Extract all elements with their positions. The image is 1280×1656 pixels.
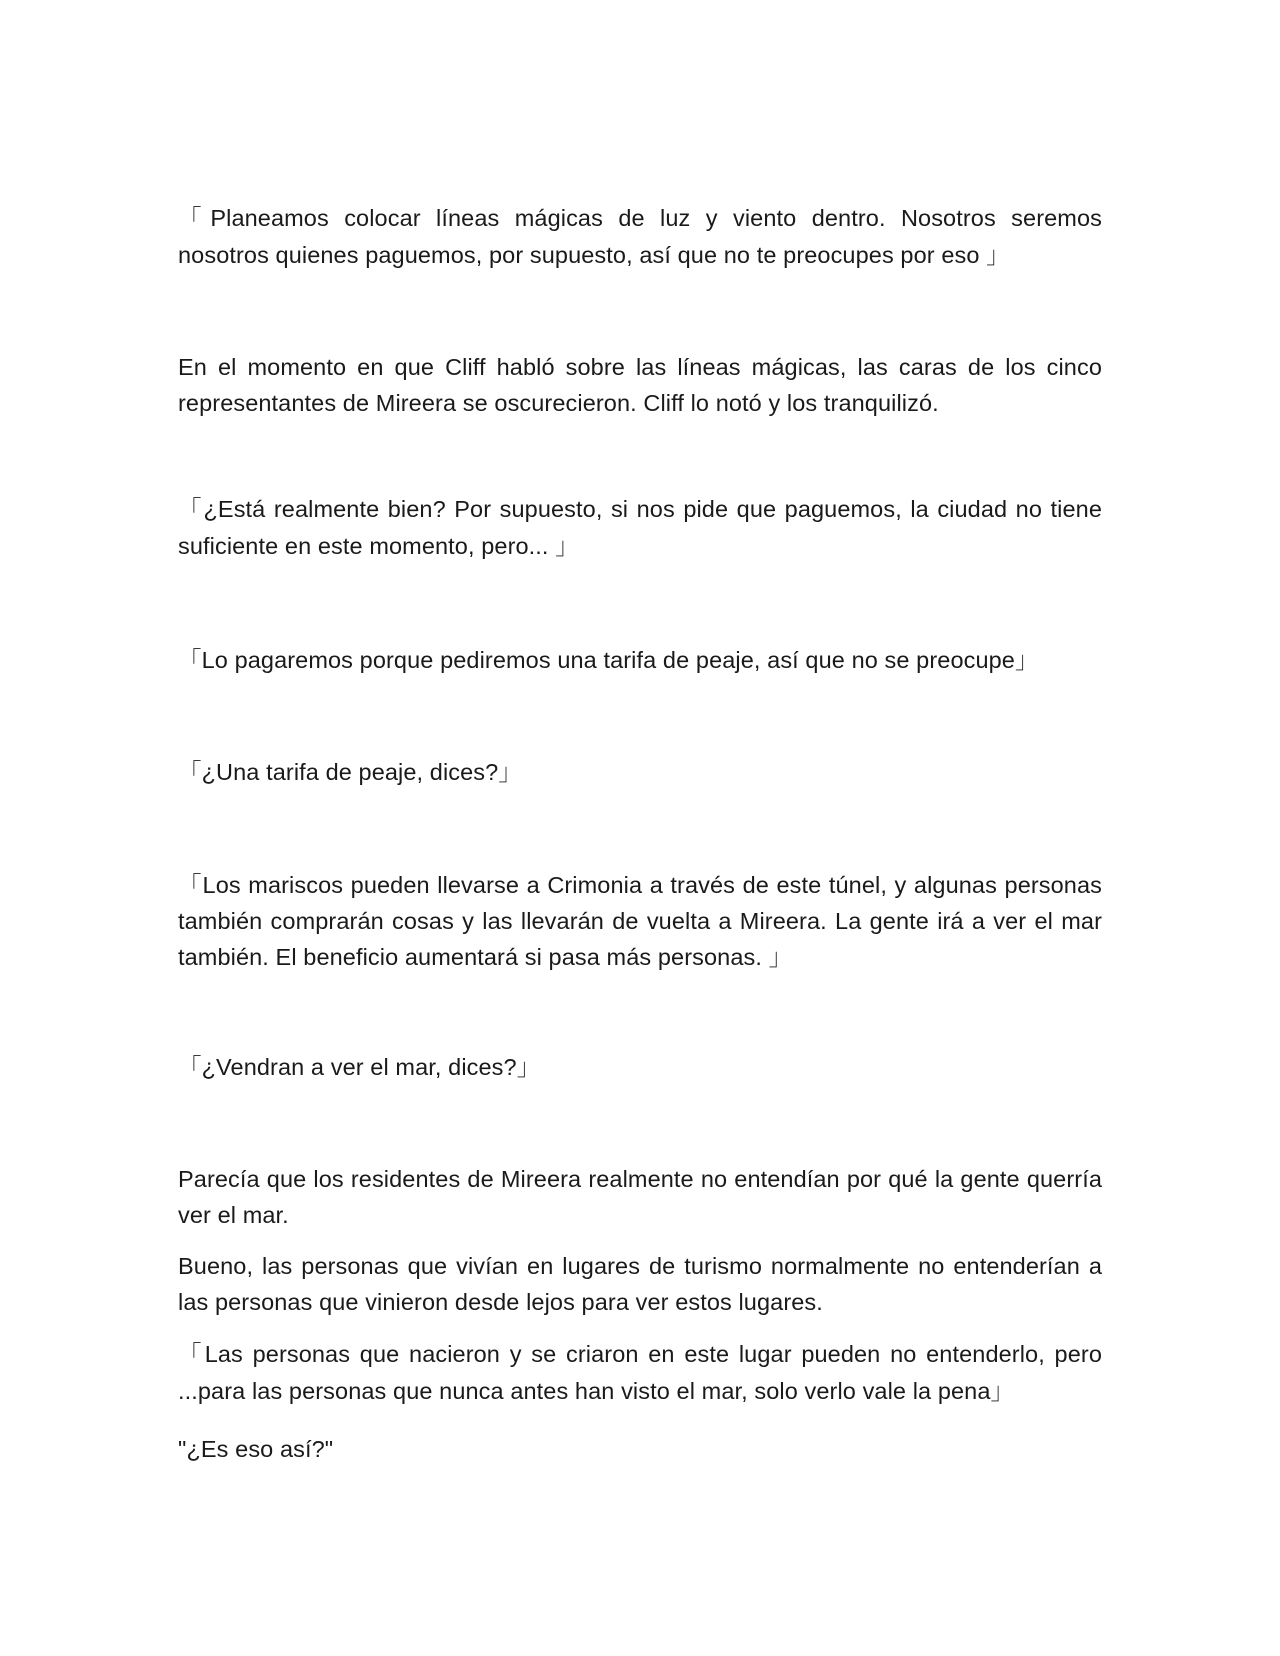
paragraph-2: En el momento en que Cliff habló sobre las líneas mágicas, las caras de los cinco representantes de Mireera se oscurecieron. Cliff lo notó y los tranquilizó. xyxy=(178,354,1102,416)
paragraph-11: "¿Es eso así?" xyxy=(178,1436,334,1462)
paragraph-9: Bueno, las personas que vivían en lugares de turismo normalmente no entenderían a las personas que vinieron desde lejos para ver estos lugares. xyxy=(178,1253,1102,1315)
paragraph-3: 「¿Está realmente bien? Por supuesto, si nos pide que paguemos, la ciudad no tiene suficiente en este momento, pero... 」 xyxy=(178,496,1102,559)
paragraph-10: 「Las personas que nacieron y se criaron en este lugar pueden no entenderlo, pero ...para las personas que nunca antes han visto el mar, solo verlo vale la pena」 xyxy=(178,1341,1102,1404)
paragraph-1: 「Planeamos colocar líneas mágicas de luz y viento dentro. Nosotros seremos nosotros quienes paguemos, por supuesto, así que no te preocupes por eso 」 xyxy=(178,205,1102,268)
paragraph-4: 「Lo pagaremos porque pediremos una tarifa de peaje, así que no se preocupe」 xyxy=(178,647,1039,673)
paragraph-7: 「¿Vendran a ver el mar, dices?」 xyxy=(178,1054,541,1080)
paragraph-8: Parecía que los residentes de Mireera realmente no entendían por qué la gente querría ver el mar. xyxy=(178,1166,1102,1228)
paragraph-6: 「Los mariscos pueden llevarse a Crimonia a través de este túnel, y algunas personas también comprarán cosas y las llevarán de vuelta a Mireera. La gente irá a ver el mar también. El beneficio aumentará si pasa más personas. 」 xyxy=(178,872,1102,970)
paragraph-5: 「¿Una tarifa de peaje, dices?」 xyxy=(178,759,522,785)
